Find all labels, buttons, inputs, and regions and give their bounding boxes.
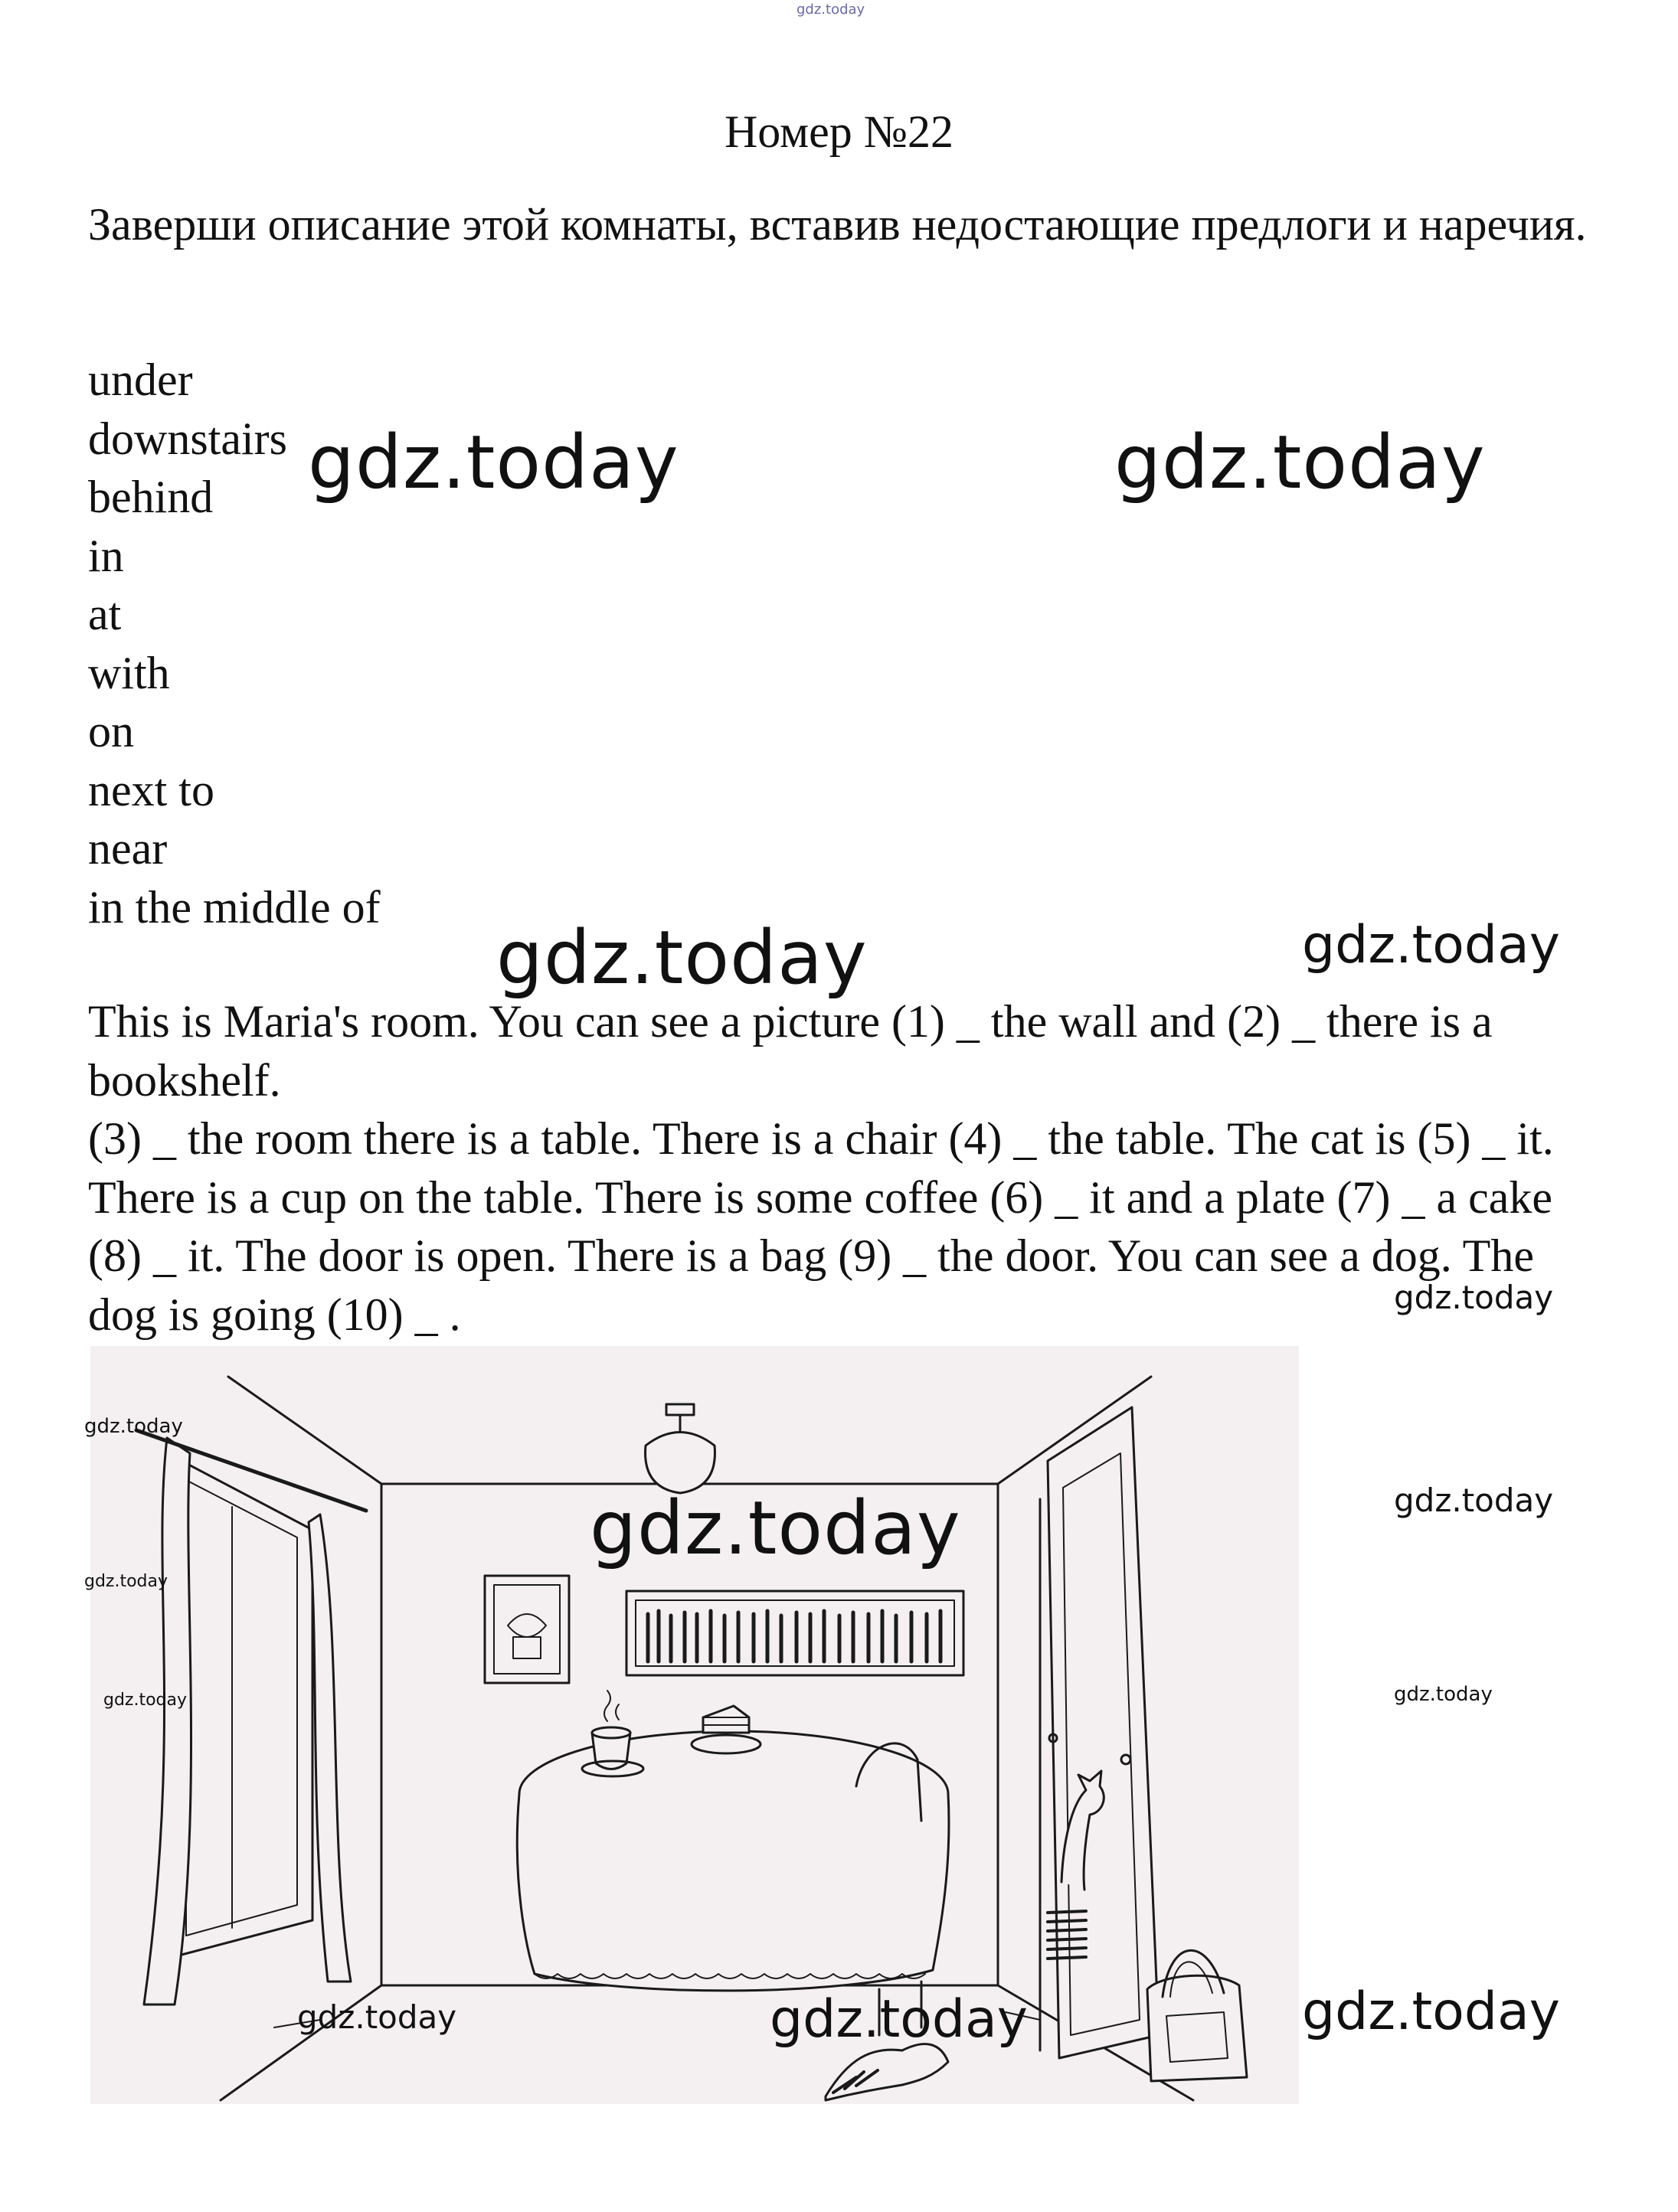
watermark: gdz.today — [1394, 1683, 1493, 1706]
watermark: gdz.today — [103, 1691, 188, 1710]
word-item: near — [88, 823, 168, 874]
passage-paragraph: (3) _ the room there is a table. There is a chair (4) _ the table. The cat is (5) _ it. There is a cup on the table. There is some coffee (6) _ it and a plate (7) _ a cake (8) _ it. The door is open. There is a bag (9) _ the door. You can see a dog. The dog is going (10) _ . — [88, 1113, 1554, 1340]
watermark: gdz.today — [84, 1415, 183, 1438]
exercise-passage — [88, 992, 1612, 1344]
word-item: under — [88, 355, 193, 405]
watermark: gdz.today — [1394, 1279, 1554, 1316]
word-item: with — [88, 647, 170, 698]
word-item: downstairs — [88, 413, 287, 464]
word-item: next to — [88, 764, 214, 815]
watermark: gdz.today — [1114, 420, 1486, 505]
word-item: in — [88, 530, 124, 581]
task-instructions: Заверши описание этой комнаты, вставив недостающие предлоги и наречия. — [88, 199, 1587, 250]
room-illustration — [90, 1346, 1299, 2104]
passage-paragraph: This is Maria's room. You can see a picture (1) _ the wall and (2) _ there is a bookshelf. — [88, 996, 1493, 1106]
watermark: gdz.today — [1394, 1482, 1554, 1519]
word-item: on — [88, 706, 134, 756]
watermark: gdz.today — [496, 915, 868, 1001]
watermark-top: gdz.today — [796, 2, 865, 18]
word-item: at — [88, 589, 122, 639]
watermark: gdz.today — [770, 1989, 1028, 2050]
page-title: Номер №22 — [724, 106, 954, 157]
watermark: gdz.today — [1302, 1982, 1560, 2042]
watermark: gdz.today — [590, 1485, 961, 1571]
word-item: in the middle of — [88, 881, 381, 933]
watermark: gdz.today — [297, 1998, 457, 2036]
watermark: gdz.today — [84, 1572, 168, 1591]
watermark: gdz.today — [1302, 915, 1560, 975]
watermark: gdz.today — [308, 420, 679, 505]
word-item: behind — [88, 472, 214, 522]
